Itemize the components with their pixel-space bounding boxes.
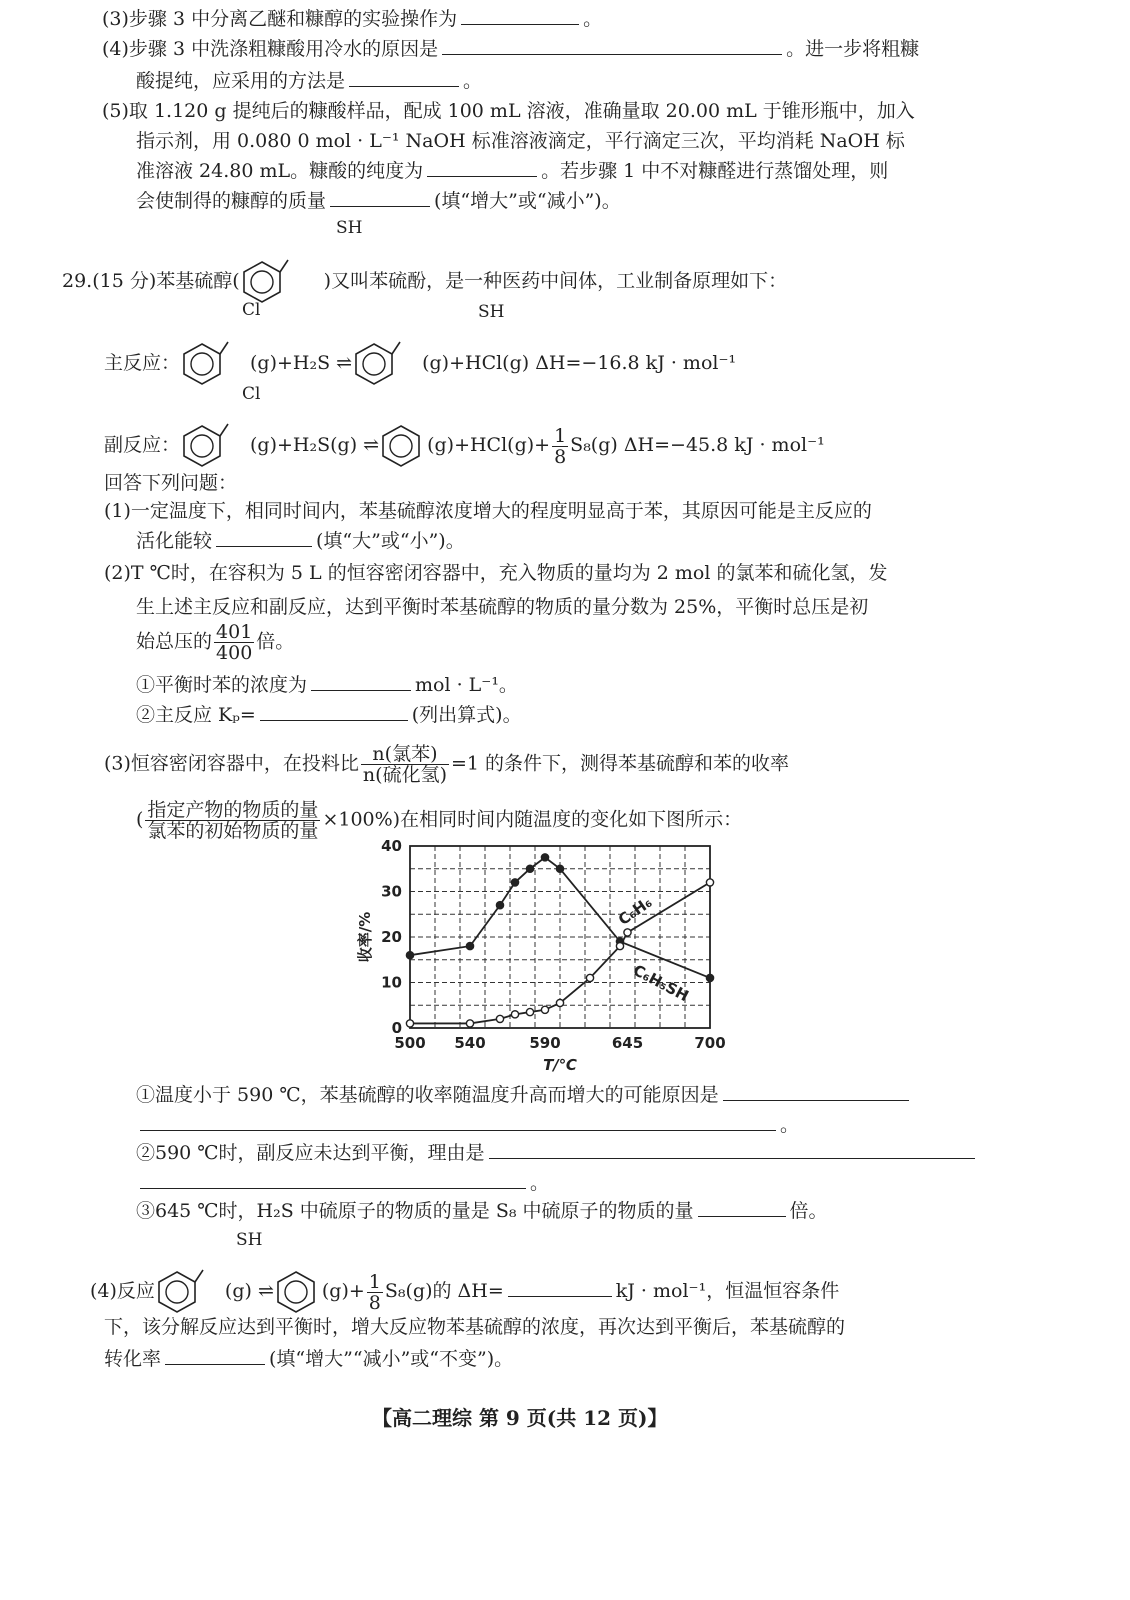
p4-c: (g)+ (321, 1280, 365, 1302)
data-point (706, 879, 713, 886)
series-label-thiophenol: C₆H₅SH (630, 961, 692, 1006)
data-point (496, 1015, 503, 1022)
feed-ratio-fraction (361, 744, 449, 785)
p1-line2a: 活化能较 (136, 530, 213, 552)
q4-line1 (102, 36, 919, 62)
p2-sub1 (136, 672, 518, 698)
frac-den: 8 (554, 445, 567, 468)
data-point (466, 1020, 473, 1027)
p4-line3b: (填“增大”“减小”或“不变”)。 (269, 1348, 514, 1370)
data-point (406, 952, 413, 959)
q5-line4b: (填“增大”或“减小”)。 (434, 190, 621, 212)
frac-den: 400 (216, 642, 253, 664)
p1-blank[interactable] (216, 528, 312, 547)
benzene-thiol-ring-icon (240, 258, 324, 306)
frac-num: 1 (554, 424, 567, 447)
data-point (556, 999, 563, 1006)
p3-sub2-text: ②590 ℃时，副反应未达到平衡，理由是 (136, 1142, 485, 1164)
p3-sub2-cont (136, 1170, 549, 1196)
x-tick-label: 645 (611, 1034, 644, 1052)
period: 。 (530, 1172, 550, 1194)
frac-num: 1 (368, 1270, 381, 1293)
y-tick-label: 20 (381, 928, 402, 946)
y-tick-label: 40 (381, 837, 402, 855)
p2-line3b: 倍。 (256, 630, 295, 653)
frac-num: 401 (216, 621, 253, 643)
p2-sub2b: (列出算式)。 (411, 704, 522, 726)
p2-blank1[interactable] (311, 672, 411, 691)
frac-den: 8 (368, 1291, 381, 1314)
q5-line3a: 准溶液 24.80 mL。糠酸的纯度为 (136, 160, 424, 182)
data-point (526, 1008, 533, 1015)
benzene-ring-icon (274, 1268, 322, 1316)
side-reaction (104, 422, 825, 470)
p3-line1 (104, 744, 789, 785)
p2-line3 (136, 622, 294, 663)
data-point (541, 1006, 548, 1013)
q5-line1: (5)取 1.120 g 提纯后的糠酸样品，配成 100 mL 溶液，准确量取 20.00 mL 于锥形瓶中，加入 (102, 100, 915, 122)
side-mid: (g)+H₂S(g) ⇌ (250, 434, 380, 456)
q4-blank1[interactable] (442, 36, 782, 55)
p3-sub3a: ③645 ℃时，H₂S 中硫原子的物质的量是 S₈ 中硫原子的物质的量 (136, 1200, 694, 1222)
p4-b: (g) ⇌ (224, 1280, 274, 1302)
p3-line1a: (3)恒容密闭容器中，在投料比 (104, 752, 359, 775)
q4-line2 (136, 68, 482, 94)
q3-end: 。 (583, 8, 603, 30)
q5-blank1[interactable] (427, 158, 537, 177)
main-reaction (104, 340, 736, 388)
chlorobenzene-ring-icon (180, 340, 250, 388)
one-eighth-fraction (367, 1272, 383, 1313)
page-footer: 【高二理综 第 9 页(共 12 页)】 (372, 1406, 668, 1430)
benzene-thiol-ring-icon (352, 340, 422, 388)
frac-num: n(氯苯) (361, 744, 449, 765)
side-label: 副反应： (104, 434, 181, 456)
q5-line3 (136, 158, 888, 184)
answer-prompt: 回答下列问题： (104, 472, 238, 494)
p2-blank2[interactable] (260, 702, 408, 721)
q3-text: (3)步骤 3 中分离乙醚和糠醇的实验操作为 (102, 8, 458, 30)
q4-text: (4)步骤 3 中洗涤粗糠酸用冷水的原因是 (102, 38, 439, 60)
q4-end: 。进一步将粗糠 (786, 38, 920, 60)
p3-sub3b: 倍。 (789, 1200, 828, 1222)
p4-line1 (90, 1268, 839, 1316)
sh-label-intro: SH (336, 218, 363, 238)
data-point (406, 1020, 413, 1027)
q4-blank2[interactable] (349, 68, 459, 87)
data-point (526, 865, 533, 872)
p3-line1b: =1 的条件下，测得苯基硫醇和苯的收率 (450, 752, 790, 775)
q5-line4 (136, 188, 621, 214)
frac-den: n(硫化氢) (362, 764, 447, 786)
q29-intro-a: 29.(15 分)苯基硫醇( (62, 270, 240, 292)
data-point (466, 943, 473, 950)
cl-label-side: Cl (242, 384, 261, 404)
data-point (556, 865, 563, 872)
p2-sub1a: ①平衡时苯的浓度为 (136, 674, 308, 696)
p2-line1: (2)T ℃时，在容积为 5 L 的恒容密闭容器中，充入物质的量均为 2 mol 的氯苯和硫化氢，发 (104, 562, 888, 584)
x-tick-label: 540 (454, 1034, 486, 1052)
x-tick-label: 700 (694, 1034, 726, 1052)
main-mid: (g)+H₂S ⇌ (250, 352, 353, 374)
series-label-benzene: C₆H₆ (614, 893, 656, 929)
main-right: (g)+HCl(g) ΔH=−16.8 kJ · mol⁻¹ (422, 352, 737, 374)
p4-line2: 下，该分解反应达到平衡时，增大反应物苯基硫醇的浓度，再次达到平衡后，苯基硫醇的 (104, 1316, 846, 1338)
p2-line2: 生上述主反应和副反应，达到平衡时苯基硫醇的物质的量分数为 25%，平衡时总压是初 (136, 596, 869, 618)
p4-blank2[interactable] (165, 1346, 265, 1365)
p3-sub3 (136, 1198, 828, 1224)
p2-line3a: 始总压的 (136, 630, 213, 653)
p3-blank1a[interactable] (723, 1082, 909, 1101)
data-point (511, 1011, 518, 1018)
p3-sub2 (136, 1140, 979, 1166)
data-point (586, 974, 593, 981)
q3-line (102, 6, 602, 32)
frac-den: 氯苯的初始物质的量 (147, 820, 319, 842)
p4-a: (4)反应 (90, 1280, 155, 1302)
side-right1: (g)+HCl(g)+ (427, 434, 551, 456)
data-point (496, 902, 503, 909)
side-right2: S₈(g) ΔH=−45.8 kJ · mol⁻¹ (570, 434, 825, 456)
period: 。 (780, 1114, 800, 1136)
q4-line2-end: 。 (463, 70, 483, 92)
p2-sub2 (136, 702, 522, 728)
p3-blank2a[interactable] (489, 1140, 975, 1159)
x-tick-label: 590 (529, 1034, 561, 1052)
p4-line3 (104, 1346, 513, 1372)
p2-sub2a: ②主反应 Kₚ= (136, 704, 256, 726)
q5-line4a: 会使制得的糠醇的质量 (136, 190, 327, 212)
p4-line3a: 转化率 (104, 1348, 162, 1370)
yield-definition-fraction (145, 800, 320, 841)
p3-sub1 (136, 1082, 913, 1108)
data-point (706, 974, 713, 981)
yield-temperature-chart (350, 836, 730, 1076)
chlorobenzene-ring-icon (180, 422, 250, 470)
x-tick-label: 500 (394, 1034, 426, 1052)
benzene-thiol-ring-icon (155, 1268, 225, 1316)
data-point (541, 854, 548, 861)
y-tick-label: 30 (381, 882, 402, 901)
sh-label-main: SH (478, 302, 505, 322)
pressure-ratio-fraction (214, 622, 254, 663)
p3-line2b: ×100%)在相同时间内随温度的变化如下图所示： (322, 808, 743, 831)
data-point (624, 929, 631, 936)
q29-intro (62, 258, 787, 306)
q4-line2-text: 酸提纯，应采用的方法是 (136, 70, 346, 92)
p3-sub1-text: ①温度小于 590 ℃，苯基硫醇的收率随温度升高而增大的可能原因是 (136, 1084, 719, 1106)
sh-label-q4: SH (236, 1230, 263, 1250)
q29-intro-b: )又叫苯硫酚，是一种医药中间体，工业制备原理如下： (323, 270, 788, 292)
y-tick-label: 10 (381, 973, 402, 992)
q5-blank2[interactable] (330, 188, 430, 207)
data-point (511, 879, 518, 886)
q3-blank[interactable] (461, 6, 579, 25)
p1-line2 (136, 528, 465, 554)
y-tick-label: 0 (391, 1019, 402, 1037)
p1-line2b: (填“大”或“小”)。 (316, 530, 465, 552)
main-label: 主反应： (104, 352, 181, 374)
p4-blank1[interactable] (508, 1278, 612, 1297)
p3-blank3[interactable] (698, 1198, 786, 1217)
q5-line3b: 。若步骤 1 中不对糠醛进行蒸馏处理，则 (541, 160, 889, 182)
p3-blank2b[interactable] (140, 1170, 526, 1189)
p2-sub1b: mol · L⁻¹。 (415, 674, 518, 696)
frac-num: 指定产物的物质的量 (147, 799, 319, 821)
open-paren: ( (136, 808, 144, 831)
q5-line2: 指示剂，用 0.080 0 mol · L⁻¹ NaOH 标准溶液滴定，平行滴定三次，平均消耗 NaOH 标 (136, 130, 905, 152)
p1-line1: (1)一定温度下，相同时间内，苯基硫醇浓度增大的程度明显高于苯，其原因可能是主反应的 (104, 500, 872, 522)
p3-line2 (136, 800, 742, 841)
p4-e: kJ · mol⁻¹，恒温恒容条件 (615, 1280, 840, 1302)
one-eighth-fraction (552, 426, 568, 467)
y-axis-label: 收率/% (356, 911, 374, 963)
benzene-ring-icon (379, 422, 427, 470)
p3-blank1b[interactable] (140, 1112, 776, 1131)
x-axis-label: T/℃ (543, 1056, 577, 1074)
cl-label-main: Cl (242, 300, 261, 320)
p4-d: S₈(g)的 ΔH= (384, 1280, 504, 1302)
data-point (616, 943, 623, 950)
p3-sub1-cont (136, 1112, 799, 1138)
